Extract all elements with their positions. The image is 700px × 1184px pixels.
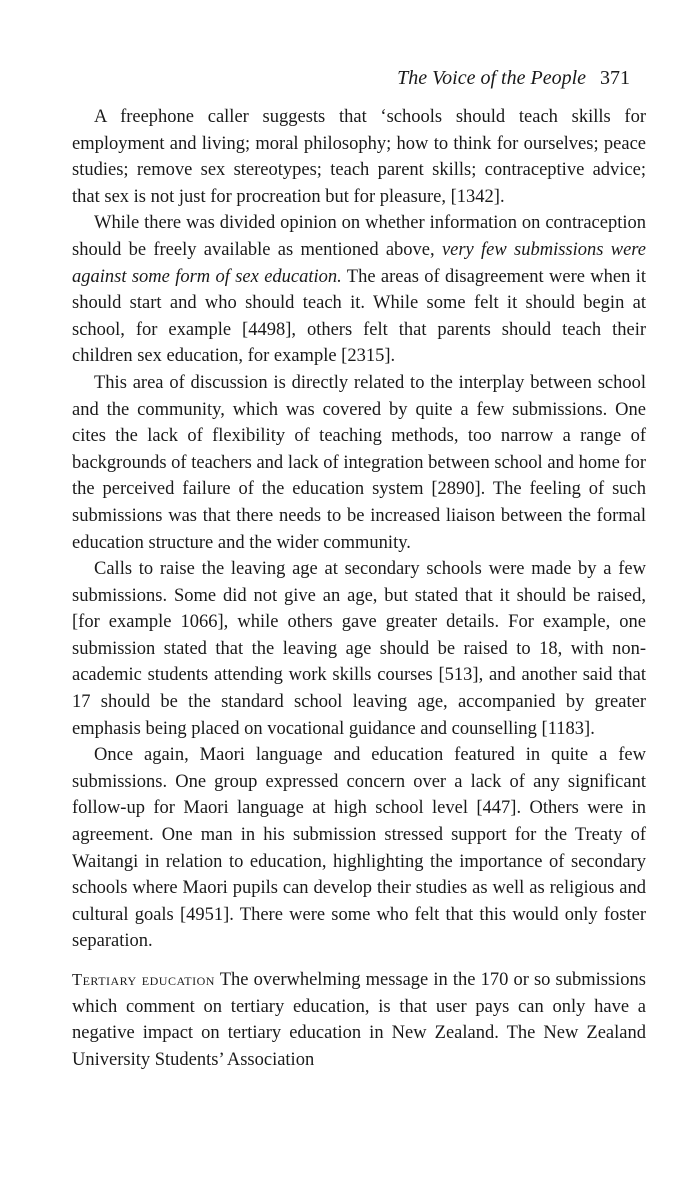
body-text	[72, 104, 646, 1073]
page-number: 371	[600, 67, 630, 89]
paragraph-maori-language: Once again, Maori language and education featured in quite a few submissions. One group expressed concern over a lack of any significant follow-up for Maori language at high school level [447]. Others were in agreement. One man in his submission stressed support for the Treaty of Waitangi in relation to education, highlighting the importance of secondary schools where Maori pupils can develop their studies as well as religious and cultural goals [4951]. There were some who felt that this would only foster separation.	[72, 745, 646, 952]
paragraph-leaving-age: Calls to raise the leaving age at secondary schools were made by a few submissions. Some did not give an age, but stated that it should be raised, [for example 1066], while others gave greater details. For example, one submission stated that the leaving age should be raised to 18, with non-academic students attending work skills courses [513], and another said that 17 should be the standard school leaving age, accompanied by greater emphasis being placed on vocational guidance and counselling [1183].	[72, 559, 646, 739]
paragraph-freephone-caller: A freephone caller suggests that ‘schools should teach skills for employment and living; moral philosophy; how to think for ourselves; peace studies; remove sex stereotypes; teach parent skills; contraceptive advice; that sex is not just for procreation but for pleasure, [1342].	[72, 107, 646, 207]
paragraph-sex-education-end: The areas of disagreement were when it should start and who should teach it. While some felt it should begin at school, for example [4498], others felt that parents should teach their children sex education, for example [2315].	[72, 266, 646, 367]
paragraph-tertiary-text: The overwhelming message in the 170 or so submissions which comment on tertiary education, is that user pays can only have a negative impact on tertiary education in New Zealand. The New Zealand University Students’ Association	[72, 970, 646, 1070]
running-head	[70, 64, 630, 92]
emphasis-sex-education: very few submissions were against some form of sex education.	[72, 239, 646, 287]
paragraph-school-community: This area of discussion is directly related to the interplay between school and the community, which was covered by quite a few submissions. One cites the lack of flexibility of teaching methods, too narrow a range of backgrounds of teachers and lack of integration between school and home for the perceived failure of the education system [2890]. The feeling of such submissions was that there needs to be increased liaison between the formal education structure and the wider community.	[72, 372, 646, 553]
paragraph-sex-education-start: While there was divided opinion on whether information on contraception should be freely available as mentioned above,	[72, 213, 646, 260]
running-head-title: The Voice of the People	[397, 67, 586, 89]
paragraph-tertiary-education	[72, 967, 646, 1073]
section-heading-tertiary: Tertiary education	[72, 970, 215, 989]
paragraph-sex-education	[72, 210, 646, 370]
